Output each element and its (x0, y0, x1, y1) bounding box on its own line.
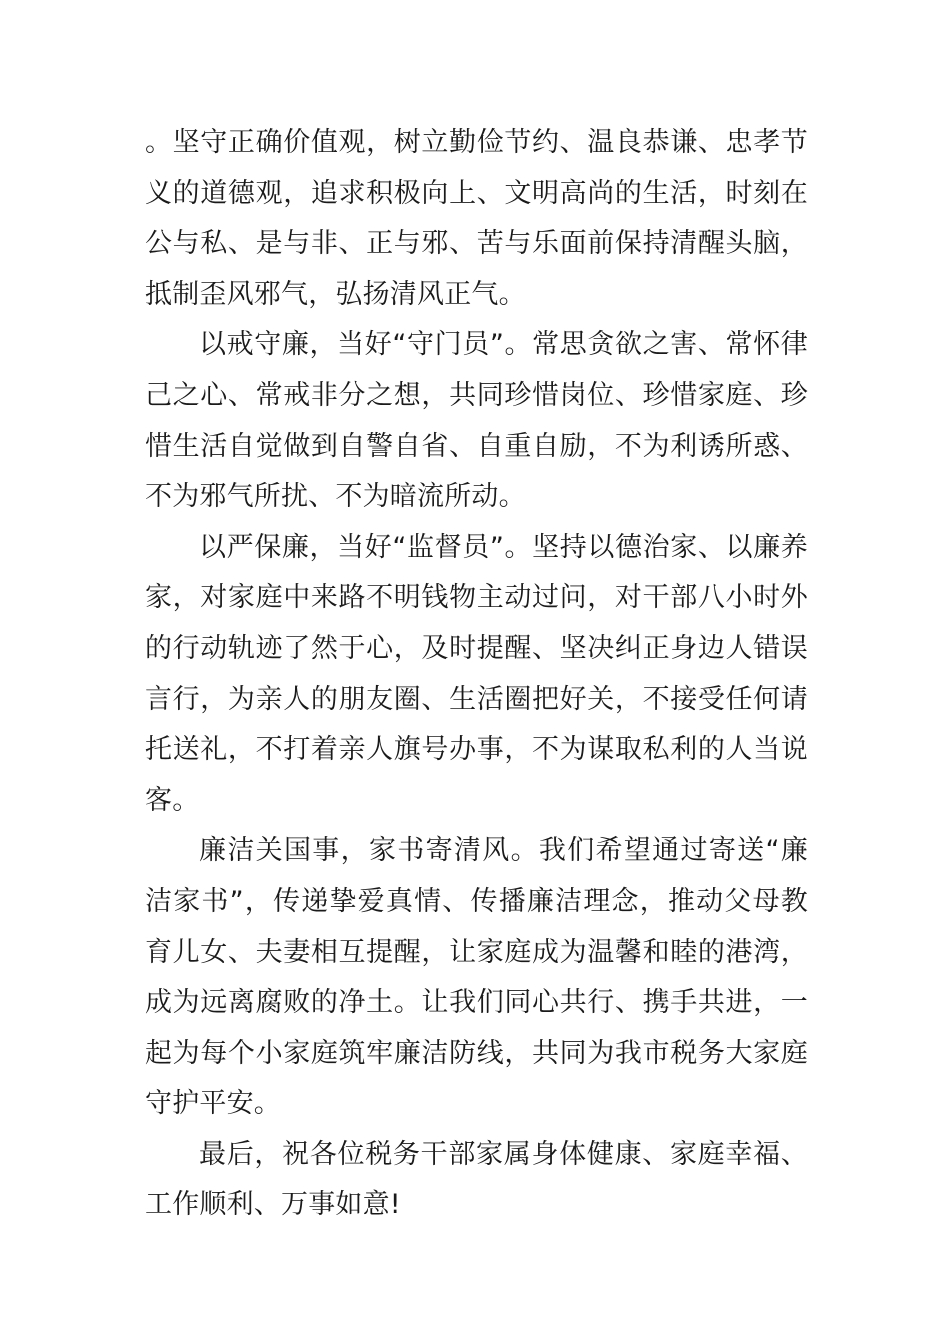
paragraph-4: 廉洁关国事，家书寄清风。我们希望通过寄送“廉洁家书”，传递挚爱真情、传播廉洁理念，推动父母教育儿女、夫妻相互提醒，让家庭成为温馨和睦的港湾，成为远离腐败的净土。让我们同心共行、携手共进，一起为每个小家庭筑牢廉洁防线，共同为我市税务大家庭守护平安。 (145, 835, 808, 1120)
document-body (145, 118, 808, 1231)
paragraph-1: 。坚守正确价值观，树立勤俭节约、温良恭谦、忠孝节义的道德观，追求积极向上、文明高尚的生活，时刻在公与私、是与非、正与邪、苦与乐面前保持清醒头脑，抵制歪风邪气，弘扬清风正气。 (145, 127, 808, 310)
paragraph-3: 以严保廉，当好“监督员”。坚持以德治家、以廉养家，对家庭中来路不明钱物主动过问，对干部八小时外的行动轨迹了然于心，及时提醒、坚决纠正身边人错误言行，为亲人的朋友圈、生活圈把好关，不接受任何请托送礼，不打着亲人旗号办事，不为谋取私利的人当说客。 (145, 531, 808, 816)
paragraph-5: 最后，祝各位税务干部家属身体健康、家庭幸福、工作顺利、万事如意! (145, 1138, 808, 1221)
paragraph-2: 以戒守廉，当好“守门员”。常思贪欲之害、常怀律己之心、常戒非分之想，共同珍惜岗位、珍惜家庭、珍惜生活自觉做到自警自省、自重自励，不为利诱所惑、不为邪气所扰、不为暗流所动。 (145, 329, 808, 513)
